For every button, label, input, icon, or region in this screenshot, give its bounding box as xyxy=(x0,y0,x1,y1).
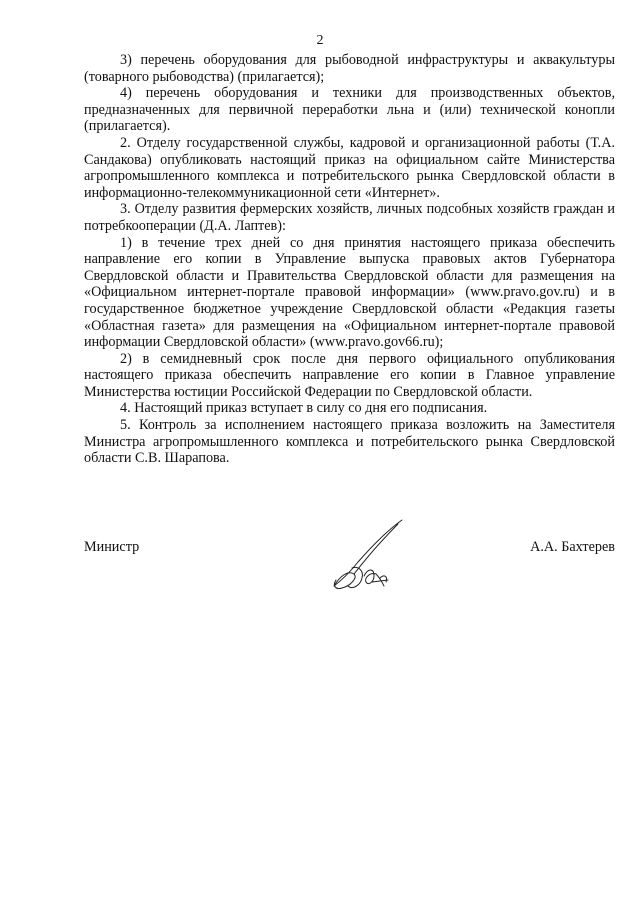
list-item-equipment-fish-farming: 3) перечень оборудования для рыбоводной инфраструктуры и аквакультуры (товарного рыбоводства) (прилагается); xyxy=(84,52,615,85)
signer-name: А.А. Бахтерев xyxy=(530,539,615,555)
handwritten-signature xyxy=(328,516,410,594)
list-item-equipment-flax-hemp: 4) перечень оборудования и техники для производственных объектов, предназначенных для первичной переработки льна и (или) технической конопли (прилагается). xyxy=(84,85,615,135)
signer-title: Министр xyxy=(84,539,140,555)
clause-2-publish-on-website: 2. Отделу государственной службы, кадровой и организационной работы (Т.А. Сандакова) опубликовать настоящий приказ на официальном сайте Министерства агропромышленного комплекса и потребительского рынка Свердловской области в информационно-телекоммуникационной сети «Интернет». xyxy=(84,134,615,201)
subclause-3-1-send-copy: 1) в течение трех дней со дня принятия настоящего приказа обеспечить направление его копии в Управление выпуска правовых актов Губернатора Свердловской области и Правительства Свердловской области для размещения на «Официальном интернет-портале правовой информации» (www.pravo.gov.ru) и в государственное бюджетное учреждение Свердловской области «Редакция газеты «Областная газета» для размещения на «Официальном интернет-портале правовой информации Свердловской области» (www.pravo.gov66.ru); xyxy=(84,234,615,351)
document-body xyxy=(84,52,615,467)
clause-3-farming-department: 3. Отделу развития фермерских хозяйств, личных подсобных хозяйств граждан и потребкооперации (Д.А. Лаптев): xyxy=(84,201,615,234)
clause-4-effective-date: 4. Настоящий приказ вступает в силу со дня его подписания. xyxy=(120,400,488,417)
clause-5-control: 5. Контроль за исполнением настоящего приказа возложить на Заместителя Министра агропромышленного комплекса и потребительского рынка Свердловской области С.В. Шарапова. xyxy=(84,417,615,467)
page-number: 2 xyxy=(316,33,324,48)
subclause-3-2-send-to-ministry-of-justice: 2) в семидневный срок после дня первого официального опубликования настоящего приказа обеспечить направление его копии в Главное управление Министерства юстиции Российской Федерации по Свердловской области. xyxy=(84,350,615,400)
